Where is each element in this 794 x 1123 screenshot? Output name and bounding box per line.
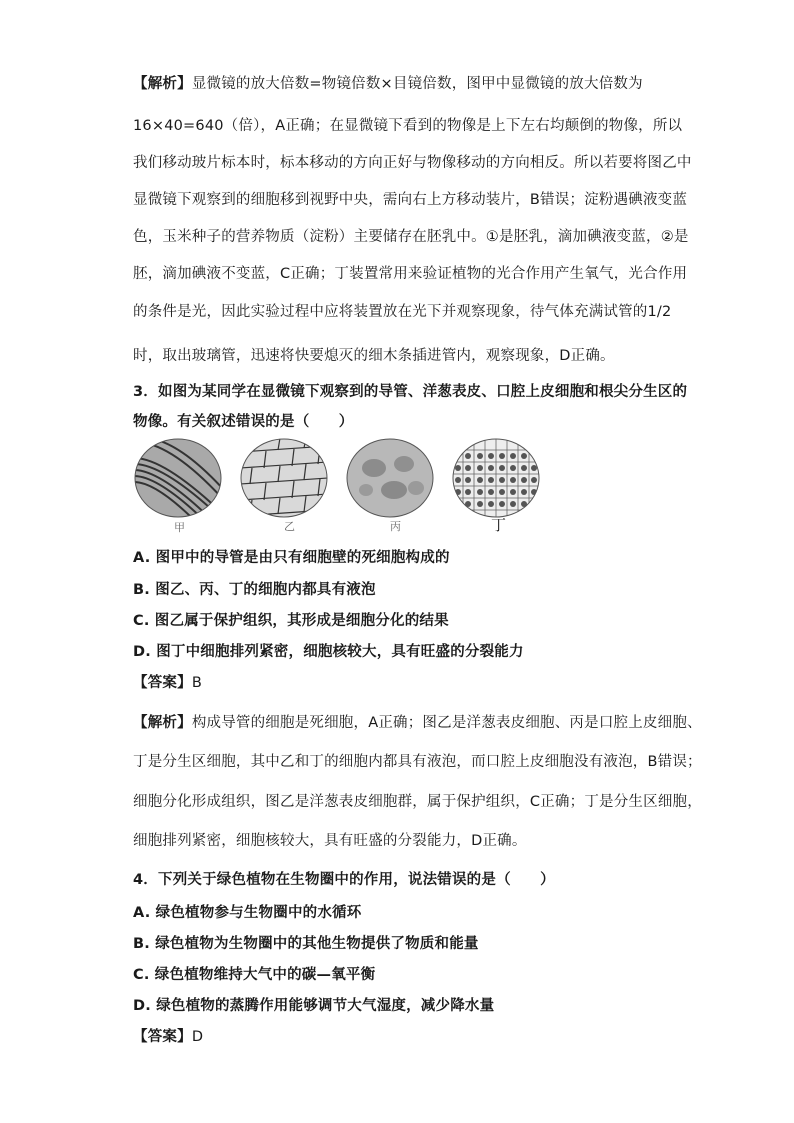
figure-caption-bing: 丙: [390, 520, 401, 533]
question-3-stem: 3．如图为某同学在显微镜下观察到的导管、洋葱表皮、口腔上皮细胞和根尖分生区的: [133, 384, 688, 400]
figure-root-meristem: [452, 438, 540, 518]
analysis-line: 胚，滴加碘液不变蓝，C正确；丁装置常用来验证植物的光合作用产生氧气，光合作用: [133, 266, 688, 282]
analysis-line: 丁是分生区细胞，其中乙和丁的细胞内都具有液泡，而口腔上皮细胞没有液泡，B错误；: [133, 754, 702, 770]
analysis-line: 【解析】显微镜的放大倍数=物镜倍数×目镜倍数，图甲中显微镜的放大倍数为: [133, 76, 643, 92]
question-3-stem: 物像。有关叙述错误的是（ ）: [133, 414, 354, 430]
figure-vessel: [134, 438, 222, 518]
analysis-line: 色，玉米种子的营养物质（淀粉）主要储存在胚乳中。①是胚乳，滴加碘液变蓝，②是: [133, 229, 689, 245]
figure-caption-jia: 甲: [174, 521, 185, 534]
question-4-option-b: B. 绿色植物为生物圈中的其他生物提供了物质和能量: [133, 936, 479, 952]
analysis-line: 显微镜下观察到的细胞移到视野中央，需向右上方移动装片，B错误；淀粉遇碘液变蓝: [133, 192, 688, 208]
analysis-line: 细胞分化形成组织，图乙是洋葱表皮细胞群，属于保护组织，C正确；丁是分生区细胞，: [133, 794, 702, 810]
question-3-option-a: A. 图甲中的导管是由只有细胞壁的死细胞构成的: [133, 550, 450, 566]
analysis-line: 时，取出玻璃管，迅速将快要熄灭的细木条插进管内，观察现象，D正确。: [133, 348, 615, 364]
figure-caption-ding: 丁: [491, 516, 507, 534]
question-3-option-c: C. 图乙属于保护组织，其形成是细胞分化的结果: [133, 613, 449, 629]
analysis-line: 细胞排列紧密，细胞核较大，具有旺盛的分裂能力，D正确。: [133, 833, 527, 849]
microscope-figures: [134, 438, 554, 533]
figure-oral-epithelium: [346, 438, 434, 518]
analysis-line: 的条件是光，因此实验过程中应将装置放在光下并观察现象，待气体充满试管的1/2: [133, 304, 672, 320]
question-3-option-d: D. 图丁中细胞排列紧密，细胞核较大，具有旺盛的分裂能力: [133, 644, 524, 660]
question-4-option-d: D. 绿色植物的蒸腾作用能够调节大气湿度，减少降水量: [133, 998, 495, 1014]
question-3-answer: 【答案】B: [133, 675, 202, 691]
figure-onion-epidermis: [240, 438, 328, 518]
analysis-line: 我们移动玻片标本时，标本移动的方向正好与物像移动的方向相反。所以若要将图乙中: [133, 155, 692, 171]
question-4-stem: 4．下列关于绿色植物在生物圈中的作用，说法错误的是（ ）: [133, 872, 555, 888]
analysis-tag: 【解析】: [133, 76, 192, 92]
question-3-analysis: 【解析】构成导管的细胞是死细胞，A正确；图乙是洋葱表皮细胞、丙是口腔上皮细胞、: [133, 715, 702, 731]
question-4-option-a: A. 绿色植物参与生物圈中的水循环: [133, 905, 362, 921]
analysis-line: 16×40=640（倍），A正确；在显微镜下看到的物像是上下左右均颠倒的物像，所以: [133, 118, 683, 134]
question-4-answer: 【答案】D: [133, 1029, 204, 1045]
question-3-option-b: B. 图乙、丙、丁的细胞内都具有液泡: [133, 582, 376, 598]
figure-caption-yi: 乙: [284, 520, 295, 533]
question-4-option-c: C. 绿色植物维持大气中的碳—氧平衡: [133, 967, 376, 983]
